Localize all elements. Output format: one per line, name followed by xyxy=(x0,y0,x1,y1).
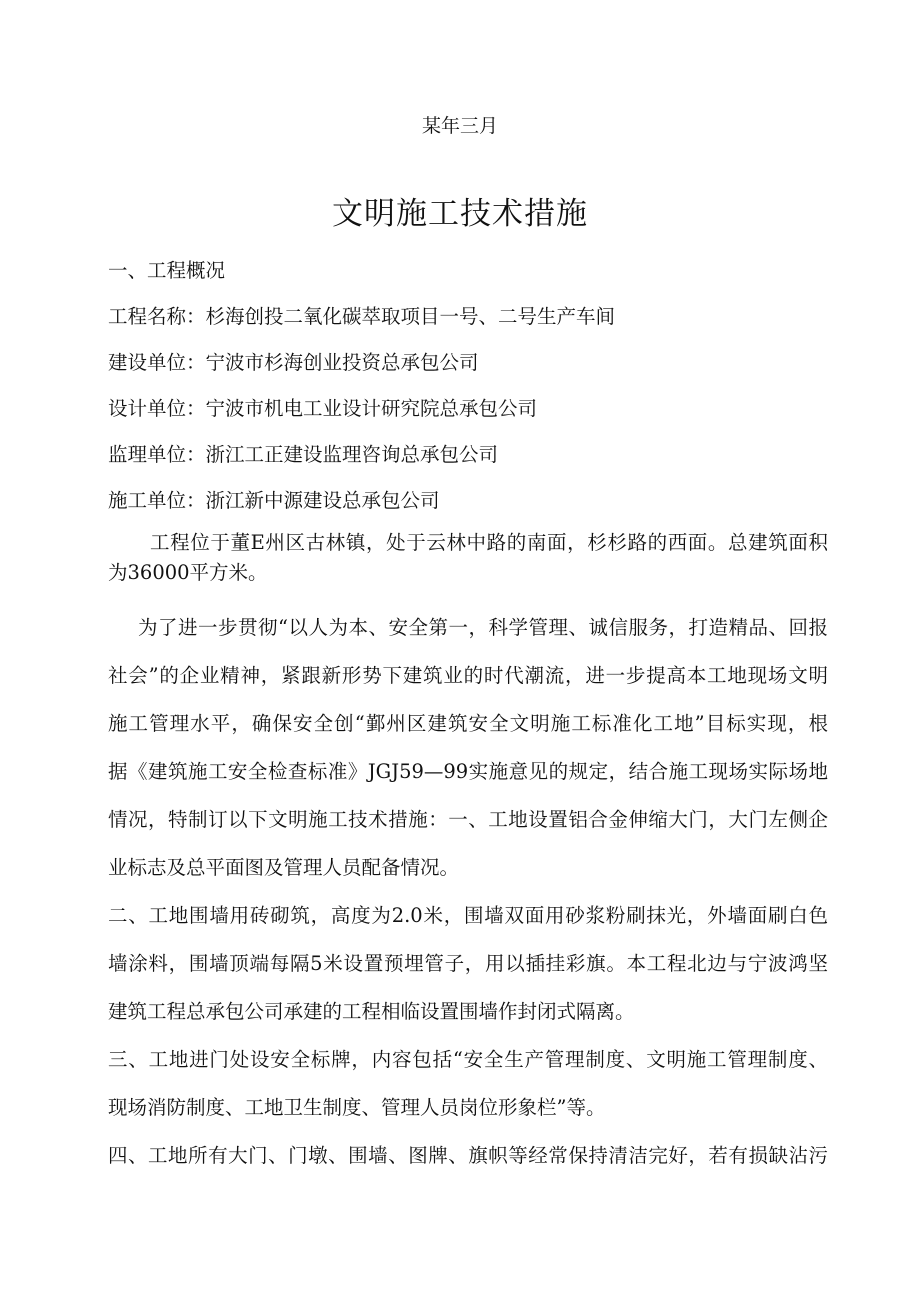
document-title: 文明施工技术措施 xyxy=(332,196,588,232)
field-designer: 设计单位：宁波市机电工业设计研究院总承包公司 xyxy=(108,397,538,420)
location-paragraph xyxy=(108,528,828,588)
paragraph-line: 为36000平方米。 xyxy=(108,561,268,584)
item-three-paragraph xyxy=(108,1036,828,1132)
document-body xyxy=(108,256,828,1180)
document-date: 某年三月 xyxy=(421,115,498,137)
paragraph-line: 四、工地所有大门、门墩、围墙、图牌、旗帜等经常保持清洁完好，若有损缺沾污 xyxy=(108,1144,828,1167)
paragraph-line: 现场消防制度、工地卫生制度、管理人员岗位形象栏”等。 xyxy=(108,1096,606,1119)
paragraph-line: 三、工地进门处设安全标牌，内容包括“安全生产管理制度、文明施工管理制度、 xyxy=(108,1048,828,1071)
item-four-paragraph xyxy=(108,1132,828,1180)
field-project-name: 工程名称：杉海创投二氧化碳萃取项目一号、二号生产车间 xyxy=(108,305,616,328)
field-supervisor: 监理单位：浙江工正建设监理咨询总承包公司 xyxy=(108,443,499,466)
paragraph-line: 情况，特制订以下文明施工技术措施：一、工地设置铝合金伸缩大门，大门左侧企 xyxy=(108,808,828,831)
paragraph-line: 据《建筑施工安全检查标准》JGJ59—99实施意见的规定，结合施工现场实际场地 xyxy=(108,760,828,783)
paragraph-line: 工程位于董E州区古林镇，处于云林中路的南面，杉杉路的西面。总建筑面积 xyxy=(150,531,828,554)
field-contractor: 施工单位：浙江新中源建设总承包公司 xyxy=(108,489,440,512)
section-heading-overview: 一、工程概况 xyxy=(108,259,226,282)
paragraph-line: 社会”的企业精神，紧跟新形势下建筑业的时代潮流，进一步提高本工地现场文明 xyxy=(108,664,828,687)
spirit-paragraph xyxy=(108,604,828,892)
paragraph-line: 墙涂料，围墙顶端每隔5米设置预埋管子，用以插挂彩旗。本工程北边与宁波鸿坚 xyxy=(108,952,828,975)
paragraph-line: 建筑工程总承包公司承建的工程相临设置围墙作封闭式隔离。 xyxy=(108,1000,635,1023)
field-owner: 建设单位：宁波市杉海创业投资总承包公司 xyxy=(108,351,479,374)
paragraph-line: 二、工地围墙用砖砌筑，高度为2.0米，围墙双面用砂浆粉刷抹光，外墙面刷白色 xyxy=(108,904,828,927)
item-two-paragraph xyxy=(108,892,828,1036)
paragraph-line: 业标志及总平面图及管理人员配备情况。 xyxy=(108,856,460,879)
paragraph-line: 施工管理水平，确保安全创“鄞州区建筑安全文明施工标准化工地”目标实现，根 xyxy=(108,712,828,735)
paragraph-line: 为了进一步贯彻“以人为本、安全第一，科学管理、诚信服务，打造精品、回报 xyxy=(138,616,828,639)
